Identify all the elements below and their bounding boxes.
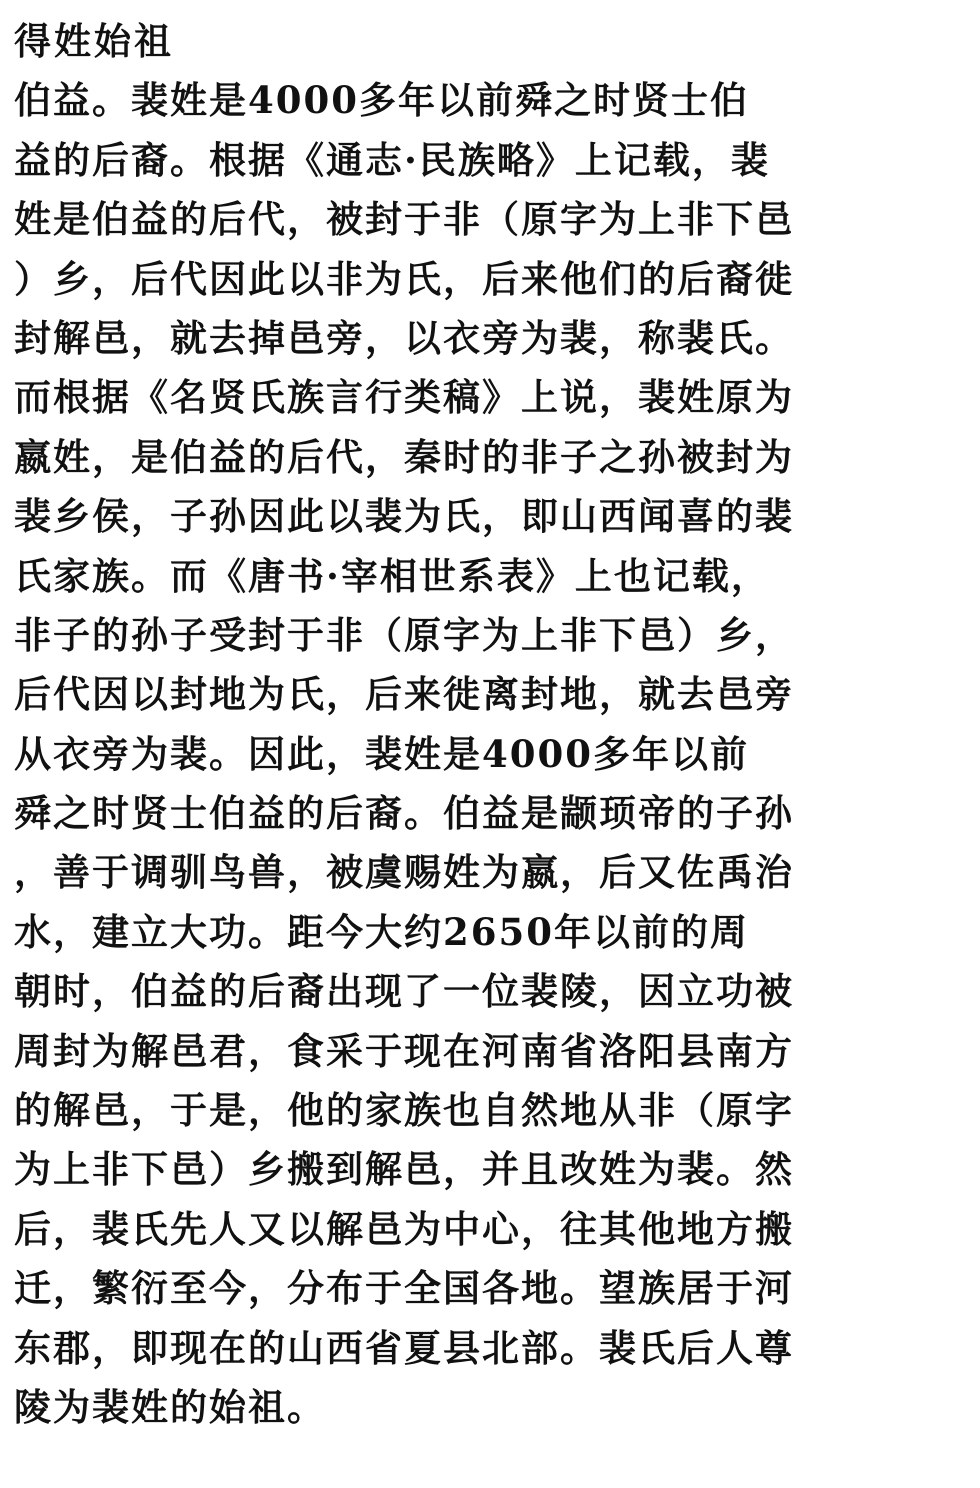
text-line: 姓是伯益的后代，被封于非（原字为上非下邑	[14, 197, 794, 242]
text-line: 周封为解邑君，食采于现在河南省洛阳县南方	[14, 1028, 794, 1073]
text-line: 封解邑，就去掉邑旁，以衣旁为裴，称裴氏。	[14, 315, 794, 360]
text-line: ）乡，后代因此以非为氏，后来他们的后裔徙	[14, 256, 794, 301]
text-line: 东郡，即现在的山西省夏县北部。裴氏后人尊	[14, 1325, 794, 1370]
text-line: ，善于调驯鸟兽，被虞赐姓为嬴，后又佐禹治	[14, 850, 794, 895]
text-line: 氏家族。而《唐书·宰相世系表》上也记载，	[14, 553, 770, 598]
document-title: 得姓始祖	[14, 19, 174, 63]
text-line: 后代因以封地为氏，后来徙离封地，就去邑旁	[14, 672, 794, 717]
text-line: 为上非下邑）乡搬到解邑，并且改姓为裴。然	[14, 1147, 794, 1192]
text-line: 伯益。裴姓是4000多年以前舜之时贤士伯	[14, 78, 749, 123]
text-line: 非子的孙子受封于非（原字为上非下邑）乡，	[14, 612, 794, 657]
text-line: 而根据《名贤氏族言行类稿》上说，裴姓原为	[14, 375, 794, 420]
text-line: 嬴姓，是伯益的后代，秦时的非子之孙被封为	[14, 434, 794, 479]
text-line: 朝时，伯益的后裔出现了一位裴陵，因立功被	[14, 969, 794, 1014]
document-body	[14, 12, 966, 1437]
text-line: 舜之时贤士伯益的后裔。伯益是颛顼帝的子孙	[14, 791, 794, 836]
text-line: 裴乡侯，子孙因此以裴为氏，即山西闻喜的裴	[14, 494, 794, 539]
text-line: 的解邑，于是，他的家族也自然地从非（原字	[14, 1088, 794, 1133]
text-line: 迁，繁衍至今，分布于全国各地。望族居于河	[14, 1266, 794, 1311]
text-line: 后，裴氏先人又以解邑为中心，往其他地方搬	[14, 1206, 794, 1251]
text-line: 水，建立大功。距今大约2650年以前的周	[14, 909, 749, 954]
text-line: 益的后裔。根据《通志·民族略》上记载，裴	[14, 137, 770, 182]
text-line: 从衣旁为裴。因此，裴姓是4000多年以前	[14, 731, 749, 776]
text-line: 陵为裴姓的始祖。	[14, 1384, 326, 1429]
